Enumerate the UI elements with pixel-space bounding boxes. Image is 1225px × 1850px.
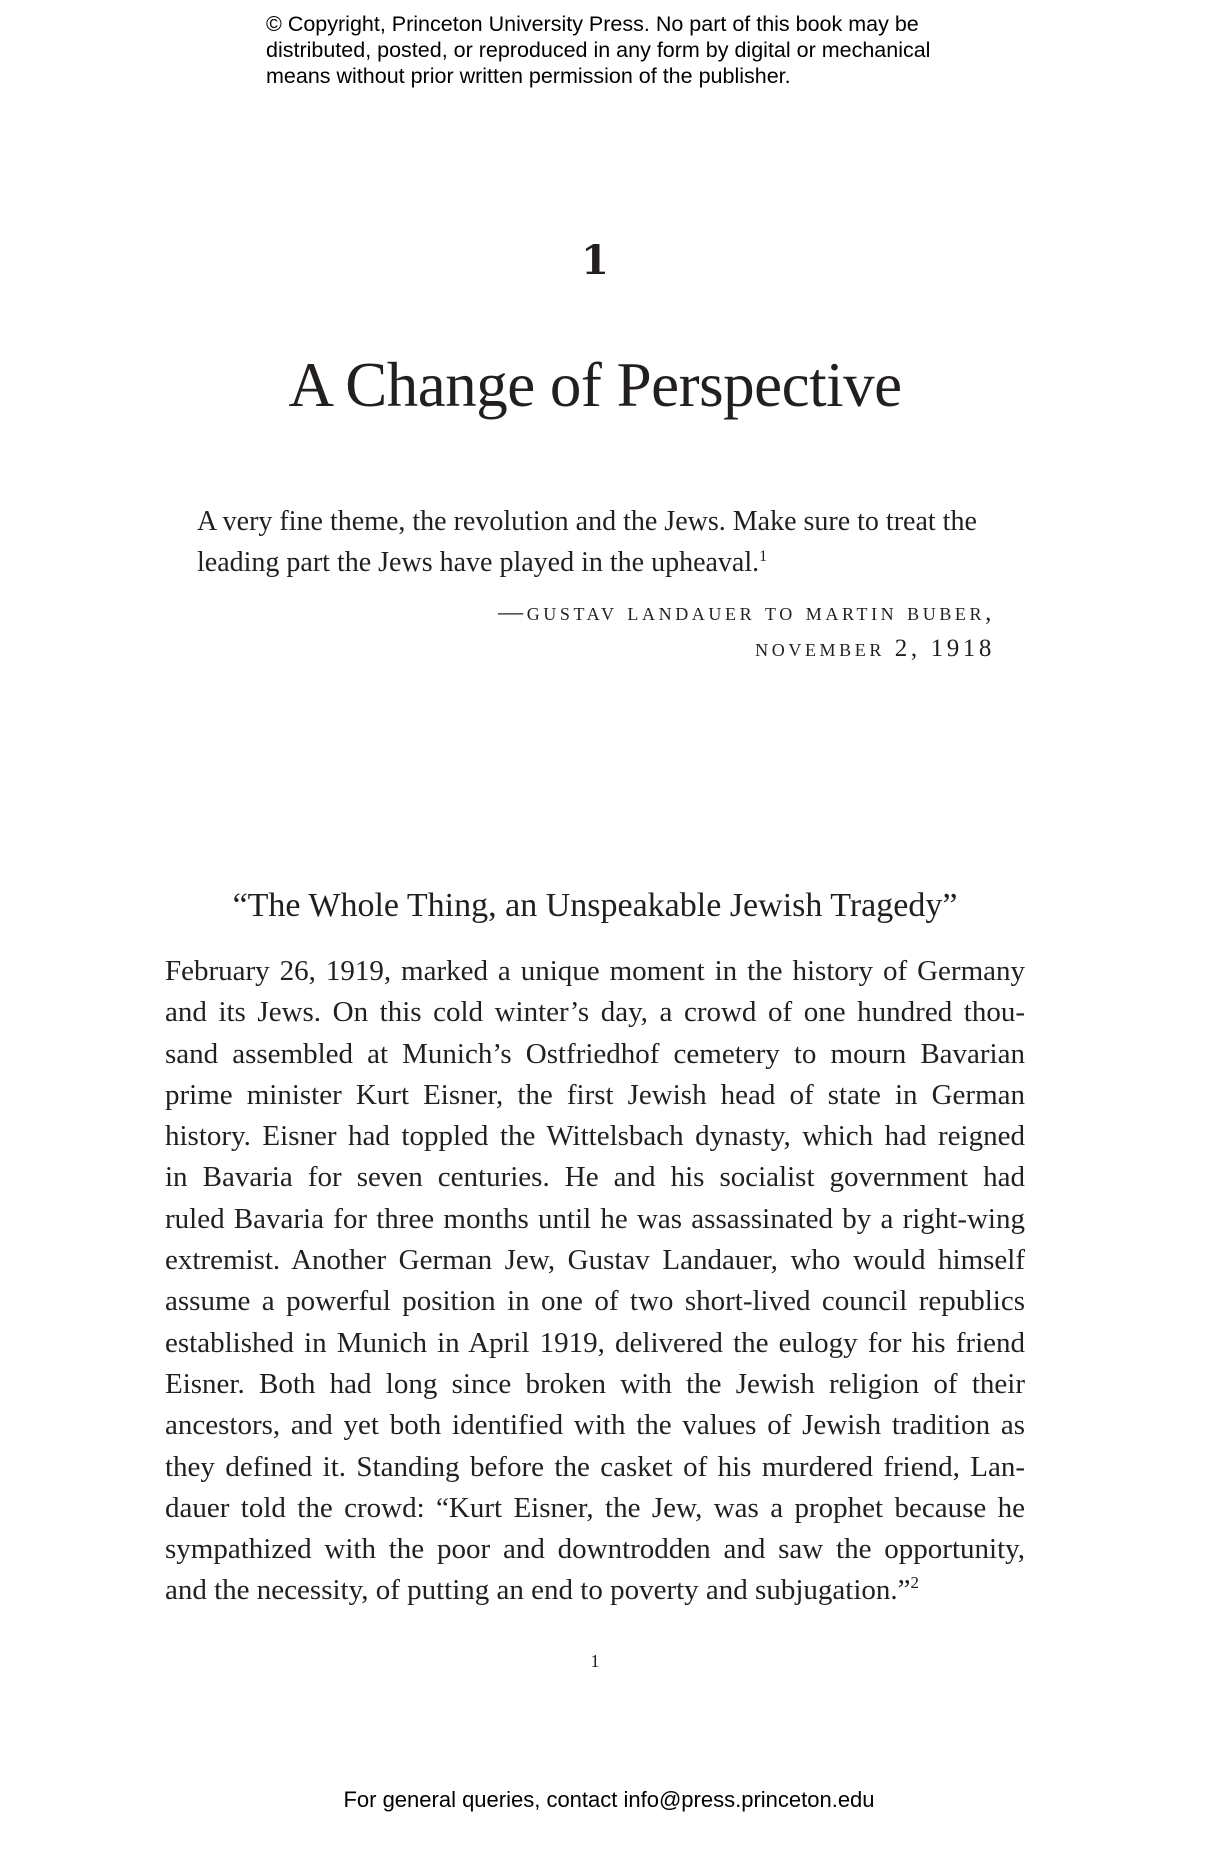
body-paragraph: [165, 951, 1025, 1612]
epigraph-line: A very fine theme, the revolution and the Jews. Make sure to treat the: [197, 506, 977, 537]
body-line: extremist. Another German Jew, Gustav Landauer, who would himself: [165, 1244, 1025, 1277]
copyright-line: © Copyright, Princeton University Press. No part of this book may be: [266, 12, 919, 36]
body-line-last: [165, 1570, 1025, 1611]
body-line: ancestors, and yet both identified with the values of Jewish tradition as: [165, 1409, 1025, 1442]
epigraph: [197, 501, 997, 583]
body-line: ruled Bavaria for three months until he was assassinated by a right-wing: [165, 1202, 1025, 1235]
body-line: sand assembled at Munich’s Ostfriedhof cemetery to mourn Bavarian: [165, 1037, 1025, 1070]
footnote-ref: 2: [910, 1573, 920, 1593]
section-heading: “The Whole Thing, an Unspeakable Jewish Tragedy”: [232, 887, 958, 924]
body-line: February 26, 1919, marked a unique moment in the history of Germany: [165, 955, 1025, 987]
copyright-notice: [266, 11, 986, 89]
body-line: assume a powerful position in one of two short-lived council republics: [165, 1285, 1025, 1318]
attribution-line: —gustav landauer to martin buber,: [498, 599, 995, 626]
body-line: Eisner. Both had long since broken with the Jewish religion of their: [165, 1367, 1025, 1400]
epigraph-attribution: [498, 595, 995, 667]
body-line: they defined it. Standing before the casket of his murdered friend, Lan-: [165, 1450, 1025, 1483]
chapter-title: A Change of Perspective: [288, 350, 902, 420]
chapter-number: 1: [581, 237, 609, 284]
body-line-text: and the necessity, of putting an end to poverty and subjugation.”: [165, 1574, 911, 1607]
epigraph-line-last: [197, 542, 997, 583]
body-line: established in Munich in April 1919, delivered the eulogy for his friend: [165, 1326, 1025, 1359]
attribution-line: november 2, 1918: [755, 635, 995, 662]
copyright-line: distributed, posted, or reproduced in any form by digital or mechanical: [266, 38, 931, 62]
body-line: sympathized with the poor and downtrodden and saw the opportunity,: [165, 1533, 1025, 1566]
body-line: in Bavaria for seven centuries. He and his socialist government had: [165, 1161, 1025, 1194]
copyright-line: means without prior written permission of the publisher.: [266, 64, 791, 88]
body-line: and its Jews. On this cold winter’s day, a crowd of one hundred thou-: [165, 996, 1025, 1029]
body-line: dauer told the crowd: “Kurt Eisner, the Jew, was a prophet because he: [165, 1491, 1025, 1524]
epigraph-line-text: leading part the Jews have played in the upheaval.: [197, 547, 760, 578]
body-line: prime minister Kurt Eisner, the first Jewish head of state in German: [165, 1078, 1025, 1111]
footer-contact: For general queries, contact info@press.princeton.edu: [343, 1787, 875, 1812]
body-line: history. Eisner had toppled the Wittelsbach dynasty, which had reigned: [165, 1120, 1025, 1153]
footnote-ref: 1: [759, 548, 768, 565]
page-number: 1: [590, 1651, 600, 1671]
